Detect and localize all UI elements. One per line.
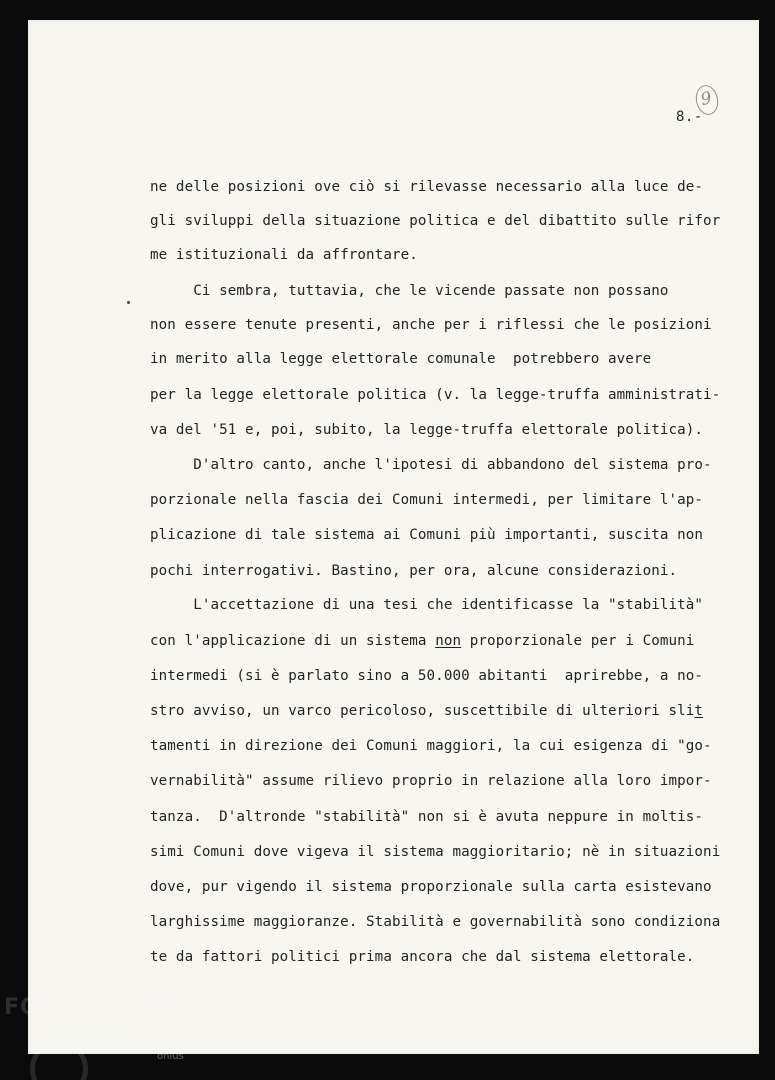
text-line: te da fattori politici prima ancora che dal sistema elettorale.: [150, 949, 695, 965]
text-line: vernabilità" assume rilievo proprio in relazione alla loro impor-: [150, 773, 712, 789]
text-line: porzionale nella fascia dei Comuni intermedi, per limitare l'ap-: [150, 492, 704, 508]
text-line-underlined: con l'applicazione di un sistema non proporzionale per i Comuni: [150, 633, 695, 649]
watermark-line-2: CRAXI: [54, 1022, 135, 1047]
text-line: plicazione di tale sistema ai Comuni più importanti, suscita non: [150, 527, 704, 543]
text-line: me istituzionali da affrontare.: [150, 247, 418, 263]
text-line: per la legge elettorale politica (v. la legge-truffa amministrati-: [150, 387, 721, 403]
margin-mark-text: 9: [698, 88, 714, 111]
text-line: dove, pur vigendo il sistema proporzionale sulla carta esistevano: [150, 879, 712, 895]
text-line: stro avviso, un varco pericoloso, suscettibile di ulteriori slit: [150, 703, 704, 719]
text-line: tanza. D'altronde "stabilità" non si è avuta neppure in moltis-: [150, 809, 704, 825]
text-line: pochi interrogativi. Bastino, per ora, alcune considerazioni.: [150, 563, 678, 579]
page-number: 8.-: [676, 109, 703, 125]
text-line: intermedi (si è parlato sino a 50.000 abitanti aprirebbe, a no-: [150, 668, 704, 684]
watermark-line-1: FONDAZIONE: [4, 995, 178, 1020]
text-line: L'accettazione di una tesi che identificasse la "stabilità": [150, 597, 704, 613]
text-line: Ci sembra, tuttavia, che le vicende passate non possano: [150, 283, 669, 299]
text-line: larghissime maggioranze. Stabilità e governabilità sono condiziona: [150, 914, 721, 930]
text-line: tamenti in direzione dei Comuni maggiori, la cui esigenza di "go-: [150, 738, 712, 754]
text-line: gli sviluppi della situazione politica e del dibattito sulle rifor: [150, 213, 721, 229]
watermark-suffix: onlus: [157, 1051, 184, 1062]
text-line: va del '51 e, poi, subito, la legge-truffa elettorale politica).: [150, 422, 704, 438]
text-line: D'altro canto, anche l'ipotesi di abbandono del sistema pro-: [150, 457, 712, 473]
text-line: in merito alla legge elettorale comunale potrebbero avere: [150, 351, 652, 367]
stray-ink-dot: [127, 301, 130, 304]
text-line: non essere tenute presenti, anche per i riflessi che le posizioni: [150, 317, 712, 333]
text-line: simi Comuni dove vigeva il sistema maggioritario; nè in situazioni: [150, 844, 721, 860]
underlined-word: non: [435, 633, 462, 649]
text-line: ne delle posizioni ove ciò si rilevasse necessario alla luce de-: [150, 179, 704, 195]
